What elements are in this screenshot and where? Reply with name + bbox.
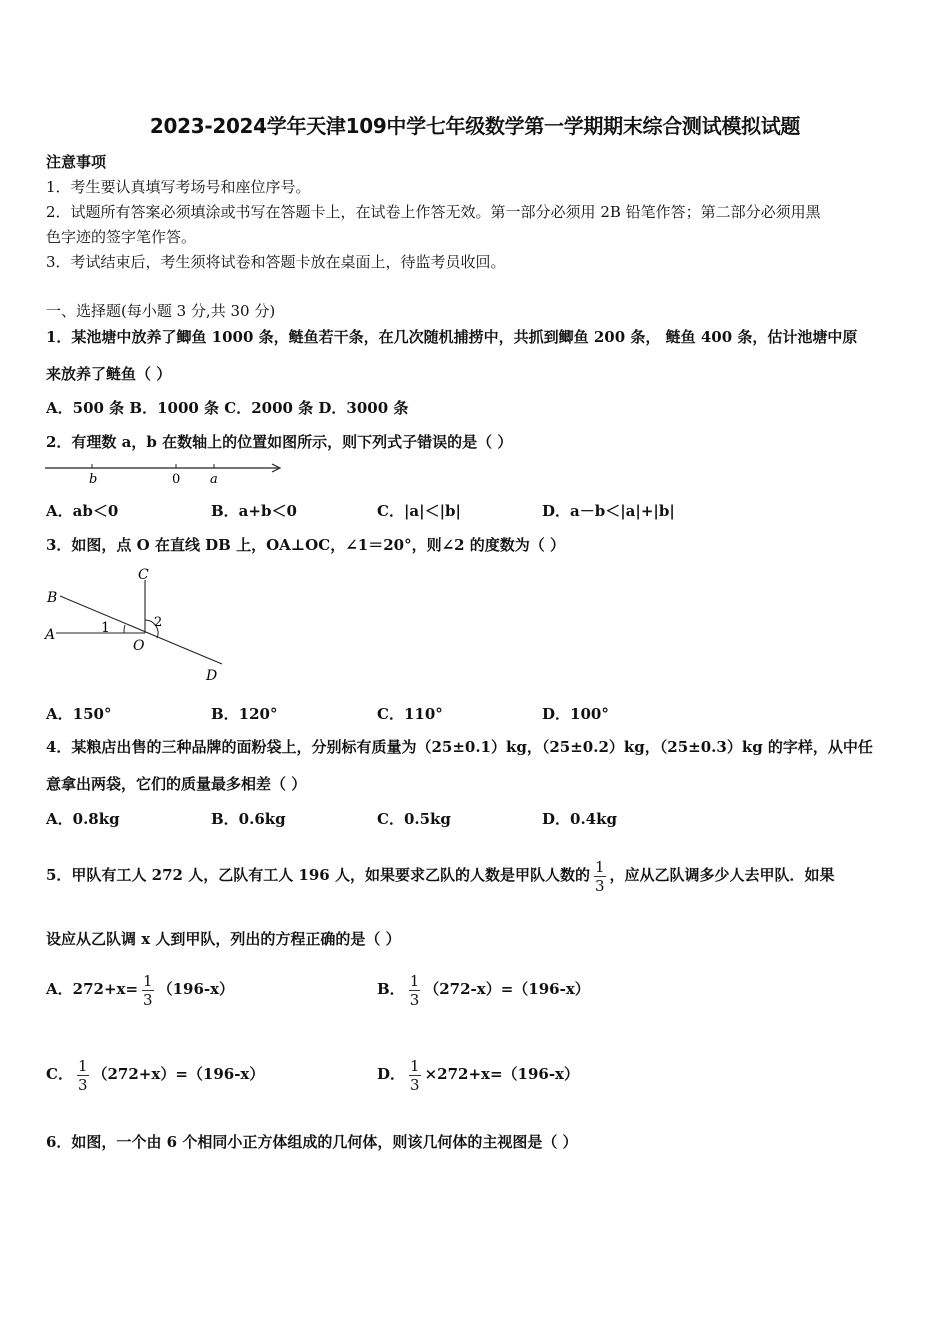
q3-option-d: D．100° <box>542 705 609 723</box>
q5-stem-post: ，应从乙队调多少人去甲队．如果 <box>609 866 835 884</box>
q2-option-b: B．a+b＜0 <box>211 502 297 520</box>
q5-option-d <box>377 1050 579 1098</box>
angle-1-arc <box>124 625 125 633</box>
q1-stem-line1: 1．某池塘中放养了鲫鱼 1000 条，鲢鱼若干条，在几次随机捕捞中，共抓到鲫鱼 200 条， 鲢鱼 400 条，估计池塘中原 <box>46 328 858 346</box>
label-B: B <box>47 590 58 606</box>
notice-item: 1．考生要认真填写考场号和座位序号。 <box>46 178 311 196</box>
q5-stem-line1 <box>46 850 835 900</box>
q3-stem: 3．如图，点 O 在直线 DB 上，OA⊥OC，∠1＝20°，则∠2 的度数为（ ） <box>46 536 566 554</box>
fraction-denominator: 3 <box>594 876 605 895</box>
label-D: D <box>206 668 218 684</box>
q5-option-a <box>46 965 234 1013</box>
q4-option-c: C．0.5kg <box>377 810 451 828</box>
fraction-denominator: 3 <box>77 1075 88 1094</box>
q5-option-d-post: ×272+x=（196-x） <box>424 1065 580 1083</box>
q5-option-a-pre: A．272+x= <box>46 980 139 998</box>
label-a: a <box>210 472 218 487</box>
label-C: C <box>138 567 149 583</box>
label-angle-1: 1 <box>101 620 110 636</box>
fraction-numerator: 1 <box>77 1056 88 1075</box>
q4-option-d: D．0.4kg <box>542 810 617 828</box>
label-angle-2: 2 <box>154 615 163 630</box>
q3-option-a: A．150° <box>46 705 112 723</box>
q5-option-d-pre: D． <box>377 1065 406 1083</box>
q4-option-a: A．0.8kg <box>46 810 120 828</box>
fraction-numerator: 1 <box>409 971 420 990</box>
fraction-numerator: 1 <box>594 857 605 876</box>
fraction-numerator: 1 <box>410 1056 420 1075</box>
q5-option-c-pre: C． <box>46 1065 73 1083</box>
fraction-denominator: 3 <box>143 990 153 1009</box>
fraction-one-third <box>594 858 606 895</box>
q5-option-c-post: （272+x）=（196-x） <box>92 1065 265 1083</box>
label-A: A <box>45 627 56 643</box>
q1-stem-line2: 来放养了鲢鱼（ ） <box>46 365 172 383</box>
q6-stem: 6．如图，一个由 6 个相同小正方体组成的几何体，则该几何体的主视图是（ ） <box>46 1133 578 1151</box>
notice-heading: 注意事项 <box>46 153 107 171</box>
q5-stem-line2: 设应从乙队调 x 人到甲队，列出的方程正确的是（ ） <box>46 930 401 948</box>
q5-option-a-post: （196-x） <box>157 980 235 998</box>
fraction-denominator: 3 <box>409 990 420 1009</box>
page-title: 2023-2024学年天津109中学七年级数学第一学期期末综合测试模拟试题 <box>149 114 801 138</box>
fraction-one-third <box>142 972 154 1009</box>
q2-option-a: A．ab＜0 <box>46 502 119 520</box>
q3-option-b: B．120° <box>211 705 278 723</box>
notice-item: 2．试题所有答案必须填涂或书写在答题卡上，在试卷上作答无效。第一部分必须用 2B 铅笔作答；第二部分必须用黑 <box>46 203 821 221</box>
q4-option-b: B．0.6kg <box>211 810 286 828</box>
fraction-denominator: 3 <box>410 1075 420 1094</box>
notice-item: 3．考试结束后，考生须将试卷和答题卡放在桌面上，待监考员收回。 <box>46 253 506 271</box>
notice-item: 色字迹的签字笔作答。 <box>46 228 197 246</box>
fraction-numerator: 1 <box>143 971 153 990</box>
fraction-one-third <box>409 1057 421 1094</box>
fraction-one-third <box>77 1057 89 1094</box>
q2-option-c: C．|a|＜|b| <box>377 502 461 520</box>
q5-option-b-pre: B． <box>377 980 405 998</box>
label-O: O <box>133 638 145 654</box>
q5-stem-pre: 5．甲队有工人 272 人，乙队有工人 196 人，如果要求乙队的人数是甲队人数的 <box>46 866 590 884</box>
q2-stem: 2．有理数 a，b 在数轴上的位置如图所示，则下列式子错误的是（ ） <box>46 433 513 451</box>
q5-option-b <box>377 965 590 1013</box>
q4-stem-line2: 意拿出两袋，它们的质量最多相差（ ） <box>46 775 307 793</box>
q3-option-c: C．110° <box>377 705 443 723</box>
q5-option-b-post: （272-x）=（196-x） <box>424 980 590 998</box>
angle-figure <box>42 560 242 690</box>
number-line-figure <box>42 458 292 488</box>
fraction-one-third <box>409 972 421 1009</box>
q2-option-d: D．a－b＜|a|+|b| <box>542 502 675 520</box>
q4-stem-line1: 4．某粮店出售的三种品牌的面粉袋上，分别标有质量为（25±0.1）kg，（25±0.2）kg，（25±0.3）kg 的字样，从中任 <box>46 738 873 756</box>
label-b: b <box>89 472 98 487</box>
section-heading: 一、选择题(每小题 3 分,共 30 分) <box>46 302 276 320</box>
label-zero: 0 <box>172 472 181 487</box>
q5-option-c <box>46 1050 264 1098</box>
q1-options: A．500 条 B．1000 条 C．2000 条 D．3000 条 <box>46 399 409 417</box>
